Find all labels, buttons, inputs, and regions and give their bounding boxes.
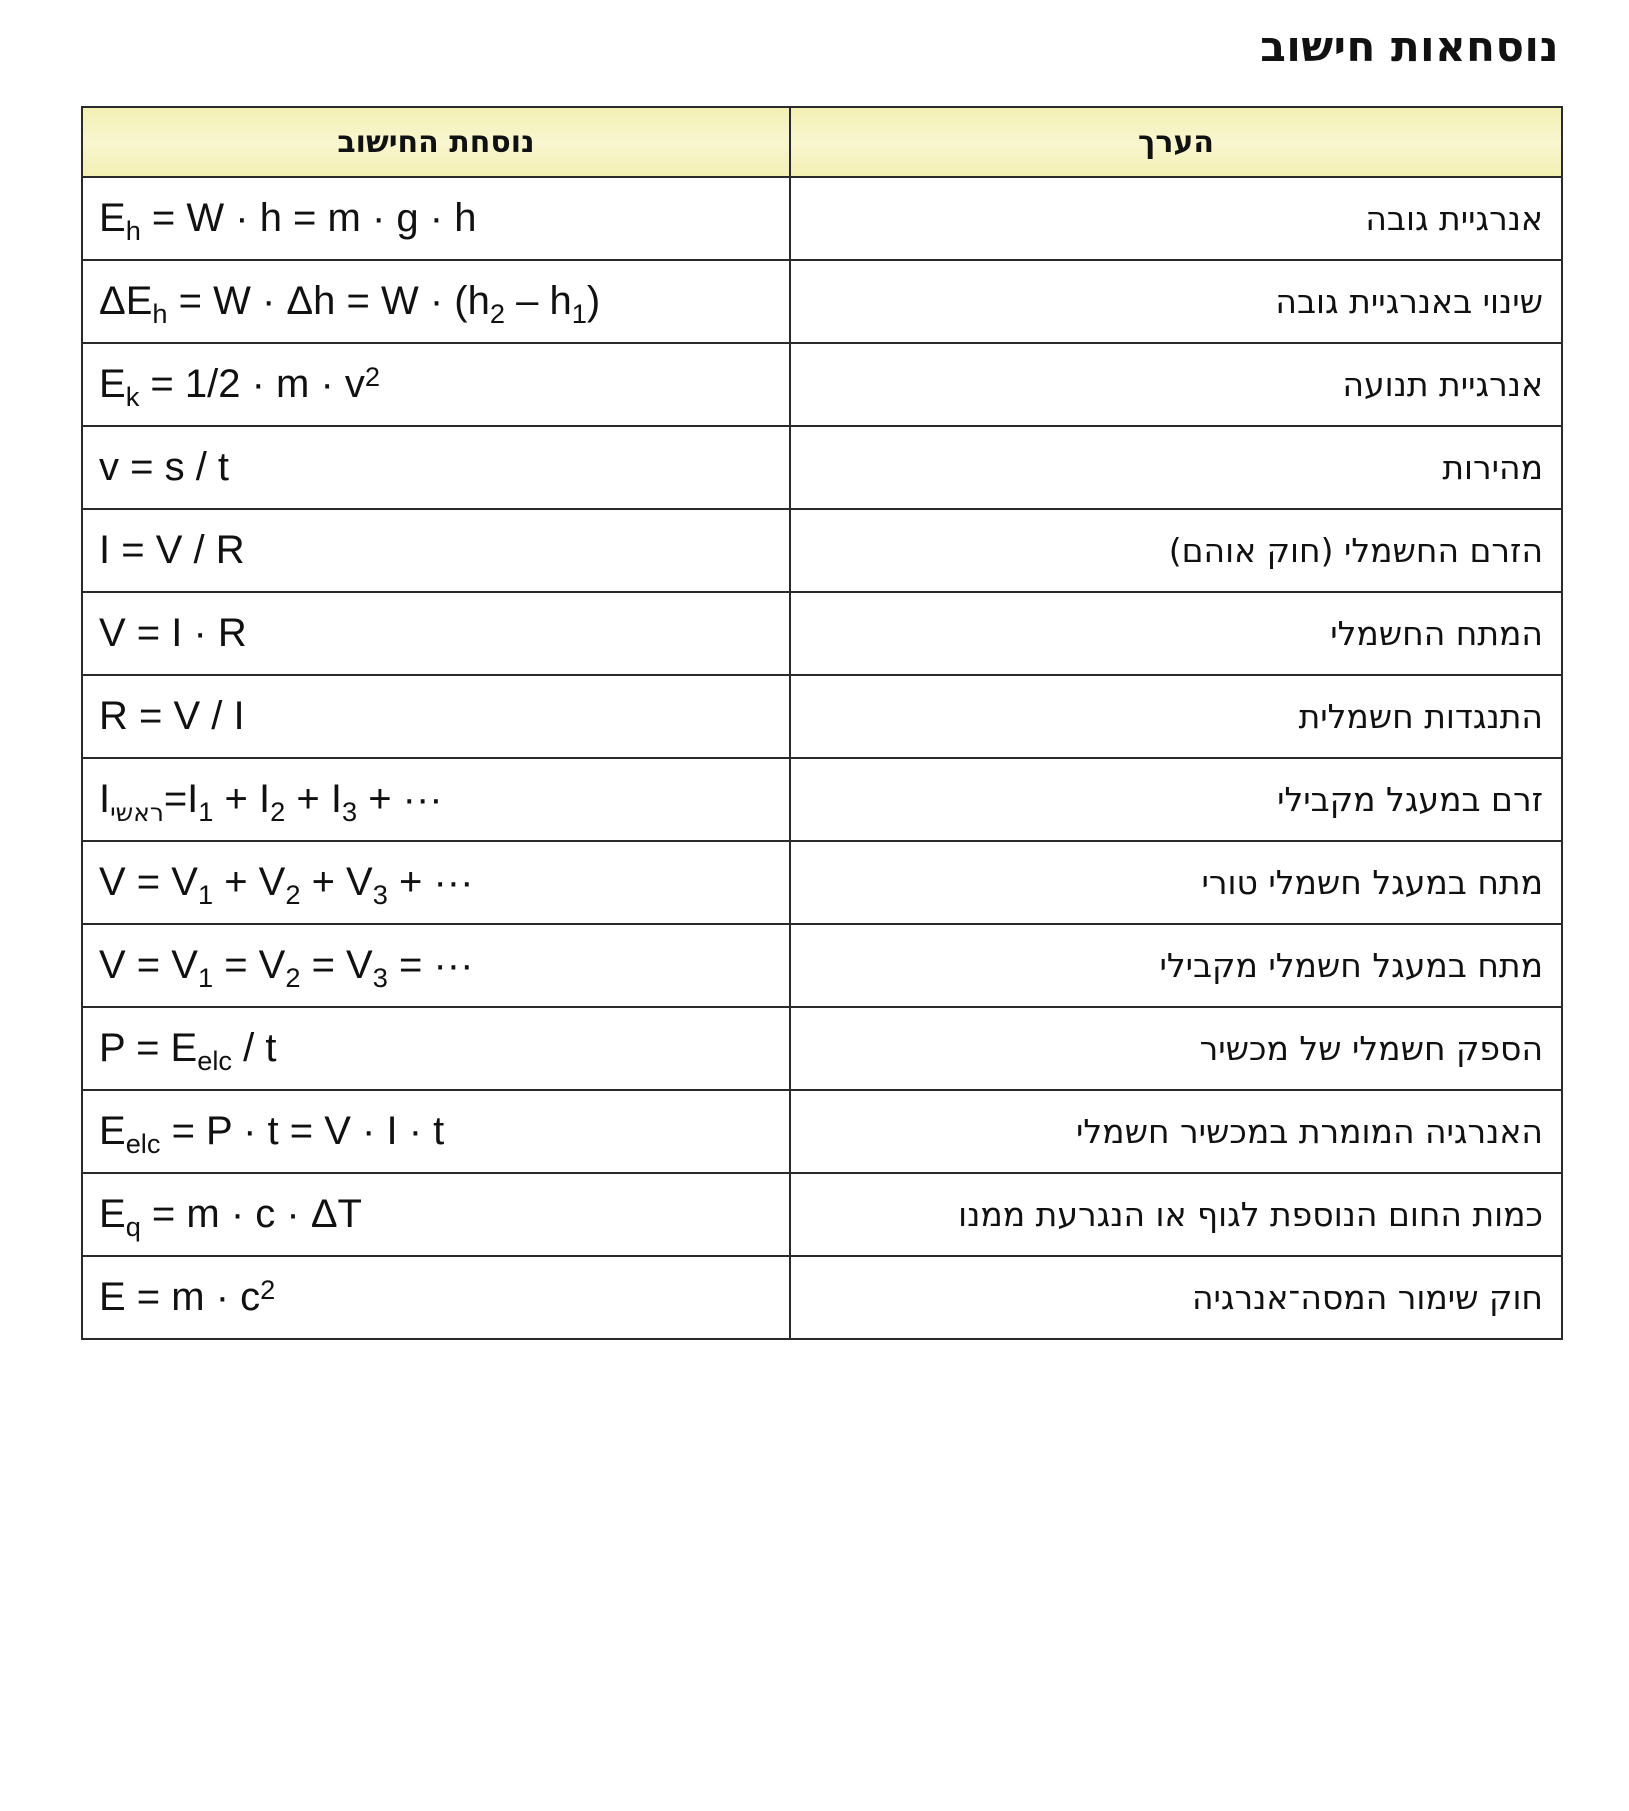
formula-subscript: 1 [197, 961, 214, 993]
header-value: הערך [790, 107, 1562, 177]
formula-electric-energy [82, 1090, 790, 1173]
name-current: הזרם החשמלי (חוק אוהם) [790, 509, 1562, 592]
name-voltage: המתח החשמלי [790, 592, 1562, 675]
table-header-row [82, 107, 1562, 177]
formula-height-energy [82, 177, 790, 260]
formula-text: = W · Δh = W · (h [167, 279, 490, 323]
table-row [82, 1090, 1562, 1173]
formula-superscript: 2 [364, 360, 381, 392]
table-row [82, 509, 1562, 592]
formula-text: E = m · c [99, 1275, 261, 1319]
name-mass-energy: חוק שימור המסה־אנרגיה [790, 1256, 1562, 1339]
formula-subscript: h [125, 214, 141, 246]
formula-subscript: 1 [198, 795, 214, 827]
formula-text: E [99, 1192, 126, 1236]
formula-text: E [99, 362, 126, 406]
formula-text: + V [300, 860, 373, 904]
formula-subscript: elc [197, 1044, 232, 1076]
formula-text: = 1/2 · m · v [139, 362, 365, 406]
formula-text: V = V [99, 860, 198, 904]
name-velocity: מהירות [790, 426, 1562, 509]
formula-height-energy-change [82, 260, 790, 343]
table-row [82, 260, 1562, 343]
formula-text: / t [232, 1026, 277, 1070]
formula-series-voltage [82, 841, 790, 924]
name-power: הספק חשמלי של מכשיר [790, 1007, 1562, 1090]
name-kinetic-energy: אנרגיית תנועה [790, 343, 1562, 426]
formula-parallel-voltage [82, 924, 790, 1007]
formula-text: = W · h = m · g · h [140, 196, 477, 240]
table-row [82, 924, 1562, 1007]
formula-subscript: 3 [341, 795, 358, 827]
table-row [82, 1007, 1562, 1090]
table-row [82, 592, 1562, 675]
name-electric-energy: האנרגיה המומרת במכשיר חשמלי [790, 1090, 1562, 1173]
table-row [82, 841, 1562, 924]
table-row [82, 343, 1562, 426]
formula-text: P = E [99, 1026, 198, 1070]
formula-text: = P · t = V · I · t [160, 1109, 445, 1153]
name-series-voltage: מתח במעגל חשמלי טורי [790, 841, 1562, 924]
formula-subscript: q [125, 1210, 141, 1242]
formula-heat [82, 1173, 790, 1256]
formula-text: + ··· [357, 777, 443, 821]
table-row [82, 675, 1562, 758]
table-row [82, 1173, 1562, 1256]
table-row [82, 177, 1562, 260]
formula-resistance: R = V / I [82, 675, 790, 758]
name-parallel-current: זרם במעגל מקבילי [790, 758, 1562, 841]
formula-text: + I [285, 777, 342, 821]
formula-text: = m · c · ΔT [140, 1192, 362, 1236]
formula-subscript: 3 [372, 961, 388, 993]
formula-text: – h [504, 279, 572, 323]
formula-subscript: 2 [489, 297, 505, 329]
table-row [82, 426, 1562, 509]
name-parallel-voltage: מתח במעגל חשמלי מקבילי [790, 924, 1562, 1007]
name-height-energy: אנרגיית גובה [790, 177, 1562, 260]
formula-subscript: k [125, 380, 140, 412]
formula-text: = V [213, 943, 286, 987]
formula-subscript: 2 [285, 878, 301, 910]
formula-text: I [99, 777, 111, 821]
formula-power [82, 1007, 790, 1090]
formula-text: + I [213, 777, 271, 821]
formula-text: =I [163, 777, 199, 821]
formula-text: E [99, 196, 126, 240]
formula-text: ) [586, 279, 601, 323]
formula-kinetic-energy [82, 343, 790, 426]
name-heat: כמות החום הנוספת לגוף או הנגרעת ממנו [790, 1173, 1562, 1256]
formula-mass-energy [82, 1256, 790, 1339]
table-row [82, 1256, 1562, 1339]
header-formula: נוסחת החישוב [82, 107, 790, 177]
formula-text: + ··· [387, 860, 474, 904]
formula-text: + V [213, 860, 286, 904]
formula-subscript: h [152, 297, 168, 329]
table-row [82, 758, 1562, 841]
name-height-energy-change: שינוי באנרגיית גובה [790, 260, 1562, 343]
formula-parallel-current [82, 758, 790, 841]
formula-superscript: 2 [260, 1273, 276, 1305]
formulas-table [81, 106, 1563, 1340]
formula-velocity: v = s / t [82, 426, 790, 509]
formula-subscript: ראשי [110, 798, 164, 828]
formula-current: I = V / R [82, 509, 790, 592]
formula-text: = V [300, 943, 373, 987]
formula-subscript: 1 [571, 297, 587, 329]
formula-subscript: elc [125, 1127, 161, 1159]
page-title: נוסחאות חישוב [1260, 22, 1559, 71]
formula-voltage: V = I · R [82, 592, 790, 675]
formula-subscript: 3 [372, 878, 388, 910]
formula-text: V = V [99, 943, 198, 987]
formula-subscript: 2 [285, 961, 301, 993]
name-resistance: התנגדות חשמלית [790, 675, 1562, 758]
formula-text: = ··· [387, 943, 474, 987]
formula-subscript: 2 [270, 795, 286, 827]
formula-subscript: 1 [197, 878, 214, 910]
formula-text: E [99, 1109, 126, 1153]
formula-text: ΔE [99, 279, 153, 323]
